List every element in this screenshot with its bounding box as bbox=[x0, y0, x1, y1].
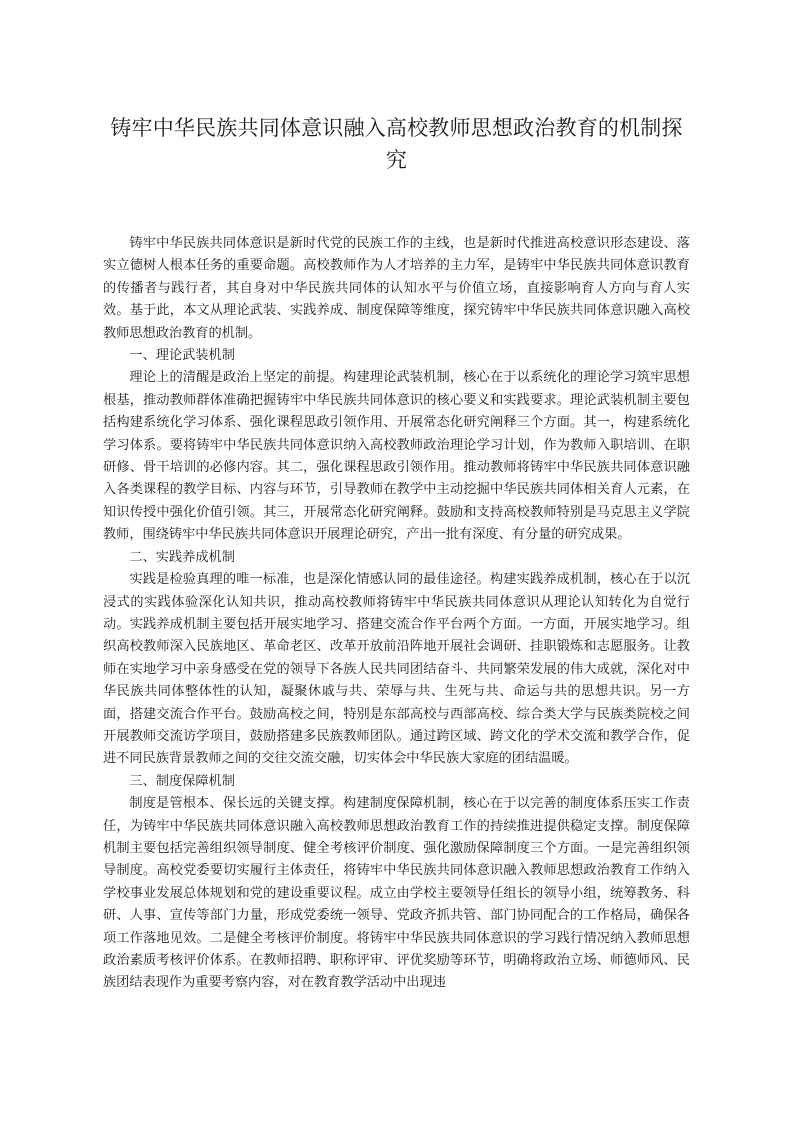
section-paragraph-theory: 理论上的清醒是政治上坚定的前提。构建理论武装机制，核心在于以系统化的理论学习筑牢思想根基，推动教师群体准确把握铸牢中华民族共同体意识的核心要义和实践要求。理论武装机制主要包括构建系统化学习体系、强化课程思政引领作用、开展常态化研究阐释三个方面。其一，构建系统化学习体系。要将铸牢中华民族共同体意识纳入高校教师政治理论学习计划，作为教师入职培训、在职研修、骨干培训的必修内容。其二，强化课程思政引领作用。推动教师将铸牢中华民族共同体意识融入各类课程的教学目标、内容与环节，引导教师在教学中主动挖掘中华民族共同体相关育人元素，在知识传授中强化价值引领。其三，开展常态化研究阐释。鼓励和支持高校教师特别是马克思主义学院教师，围绕铸牢中华民族共同体意识开展理论研究，产出一批有深度、有分量的研究成果。 bbox=[103, 370, 690, 543]
article-body bbox=[103, 233, 690, 995]
section-paragraph-institution: 制度是管根本、保长远的关键支撑。构建制度保障机制，核心在于以完善的制度体系压实工作责任，为铸牢中华民族共同体意识融入高校教师思想政治教育工作的持续推进提供稳定支撑。制度保障机制主要包括完善组织领导制度、健全考核评价制度、强化激励保障制度三个方面。一是完善组织领导制度。高校党委要切实履行主体责任，将铸牢中华民族共同体意识融入教师思想政治教育工作纳入学校事业发展总体规划和党的建设重要议程。成立由学校主要领导任组长的领导小组，统筹教务、科研、人事、宣传等部门力量，形成党委统一领导、党政齐抓共管、部门协同配合的工作格局，确保各项工作落地见效。二是健全考核评价制度。将铸牢中华民族共同体意识的学习践行情况纳入教师思想政治素质考核评价体系。在教师招聘、职称评审、评优奖励等环节，明确将政治立场、师德师风、民族团结表现作为重要考察内容，对在教育教学活动中出现违 bbox=[103, 796, 690, 991]
section-heading-institution: 三、制度保障机制 bbox=[129, 773, 235, 789]
intro-paragraph: 铸牢中华民族共同体意识是新时代党的民族工作的主线，也是新时代推进高校意识形态建设、落实立德树人根本任务的重要命题。高校教师作为人才培养的主力军，是铸牢中华民族共同体意识教育的传播者与践行者，其自身对中华民族共同体的认知水平与价值立场，直接影响育人方向与育人实效。基于此，本文从理论武装、实践养成、制度保障等维度，探究铸牢中华民族共同体意识融入高校教师思想政治教育的机制。 bbox=[103, 236, 690, 341]
section-heading-theory: 一、理论武装机制 bbox=[129, 348, 235, 364]
section-heading-practice: 二、实践养成机制 bbox=[129, 549, 235, 565]
page-title: 铸牢中华民族共同体意识融入高校教师思想政治教育的机制探究 bbox=[110, 116, 683, 172]
section-paragraph-practice: 实践是检验真理的唯一标准，也是深化情感认同的最佳途径。构建实践养成机制，核心在于以沉浸式的实践体验深化认知共识，推动高校教师将铸牢中华民族共同体意识从理论认知转化为自觉行动。实践养成机制主要包括开展实地学习、搭建交流合作平台两个方面。一方面，开展实地学习。组织高校教师深入民族地区、革命老区、改革开放前沿阵地开展社会调研、挂职锻炼和志愿服务。让教师在实地学习中亲身感受在党的领导下各族人民共同团结奋斗、共同繁荣发展的伟大成就，深化对中华民族共同体整体性的认知，凝聚休戚与共、荣辱与共、生死与共、命运与共的思想共识。另一方面，搭建交流合作平台。鼓励高校之间，特别是东部高校与西部高校、综合类大学与民族类院校之间开展教师交流访学项目，鼓励搭建多民族教师团队。通过跨区域、跨文化的学术交流和教学合作，促进不同民族背景教师之间的交往交流交融，切实体会中华民族大家庭的团结温暖。 bbox=[103, 572, 690, 767]
